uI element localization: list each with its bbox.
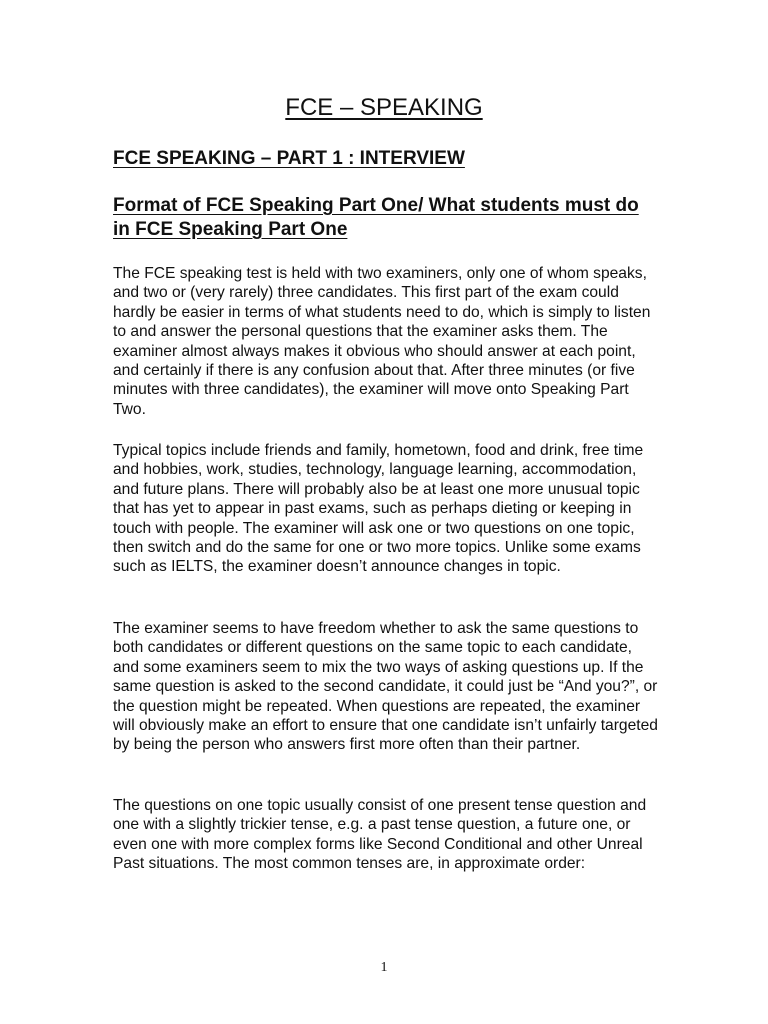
paragraph-1: The FCE speaking test is held with two examiners, only one of whom speaks, and two or (very rarely) three candidates. This first part of the exam could hardly be easier in terms of what students need to do, which is simply to listen to and answer the personal questions that the examiner asks them. The examiner almost always makes it obvious who should answer at each point, and certainly if there is any confusion about that. After three minutes (or five minutes with three candidates), the examiner will move onto Speaking Part Two. xyxy=(113,265,651,418)
section-heading: FCE SPEAKING – PART 1 : INTERVIEW xyxy=(113,148,465,169)
document-title: FCE – SPEAKING xyxy=(285,94,483,121)
paragraph-2: Typical topics include friends and family, hometown, food and drink, free time and hobbies, work, studies, technology, language learning, accommodation, and future plans. There will probably also be at least one more unusual topic that has yet to appear in past exams, such as perhaps dieting or keeping in touch with people. The examiner will ask one or two questions on one topic, then switch and do the same for one or two more topics. Unlike some exams such as IELTS, the examiner doesn’t announce changes in topic. xyxy=(113,442,644,576)
paragraph-3: The examiner seems to have freedom whether to ask the same questions to both candidates or different questions on the same topic to each candidate, and some examiners seem to mix the two ways of asking questions up. If the same question is asked to the second candidate, it could just be “And you?”, or the question might be repeated. When questions are repeated, the examiner will obviously make an effort to ensure that one candidate isn’t unfairly targeted by being the person who answers first more often than their partner. xyxy=(113,620,658,754)
paragraph-4: The questions on one topic usually consist of one present tense question and one with a slightly trickier tense, e.g. a past tense question, a future one, or even one with more complex forms like Second Conditional and other Unreal Past situations. The most common tenses are, in approximate order: xyxy=(113,797,647,873)
subheading: Format of FCE Speaking Part One/ What students must do in FCE Speaking Part One xyxy=(113,195,639,240)
page-number: 1 xyxy=(380,960,388,975)
